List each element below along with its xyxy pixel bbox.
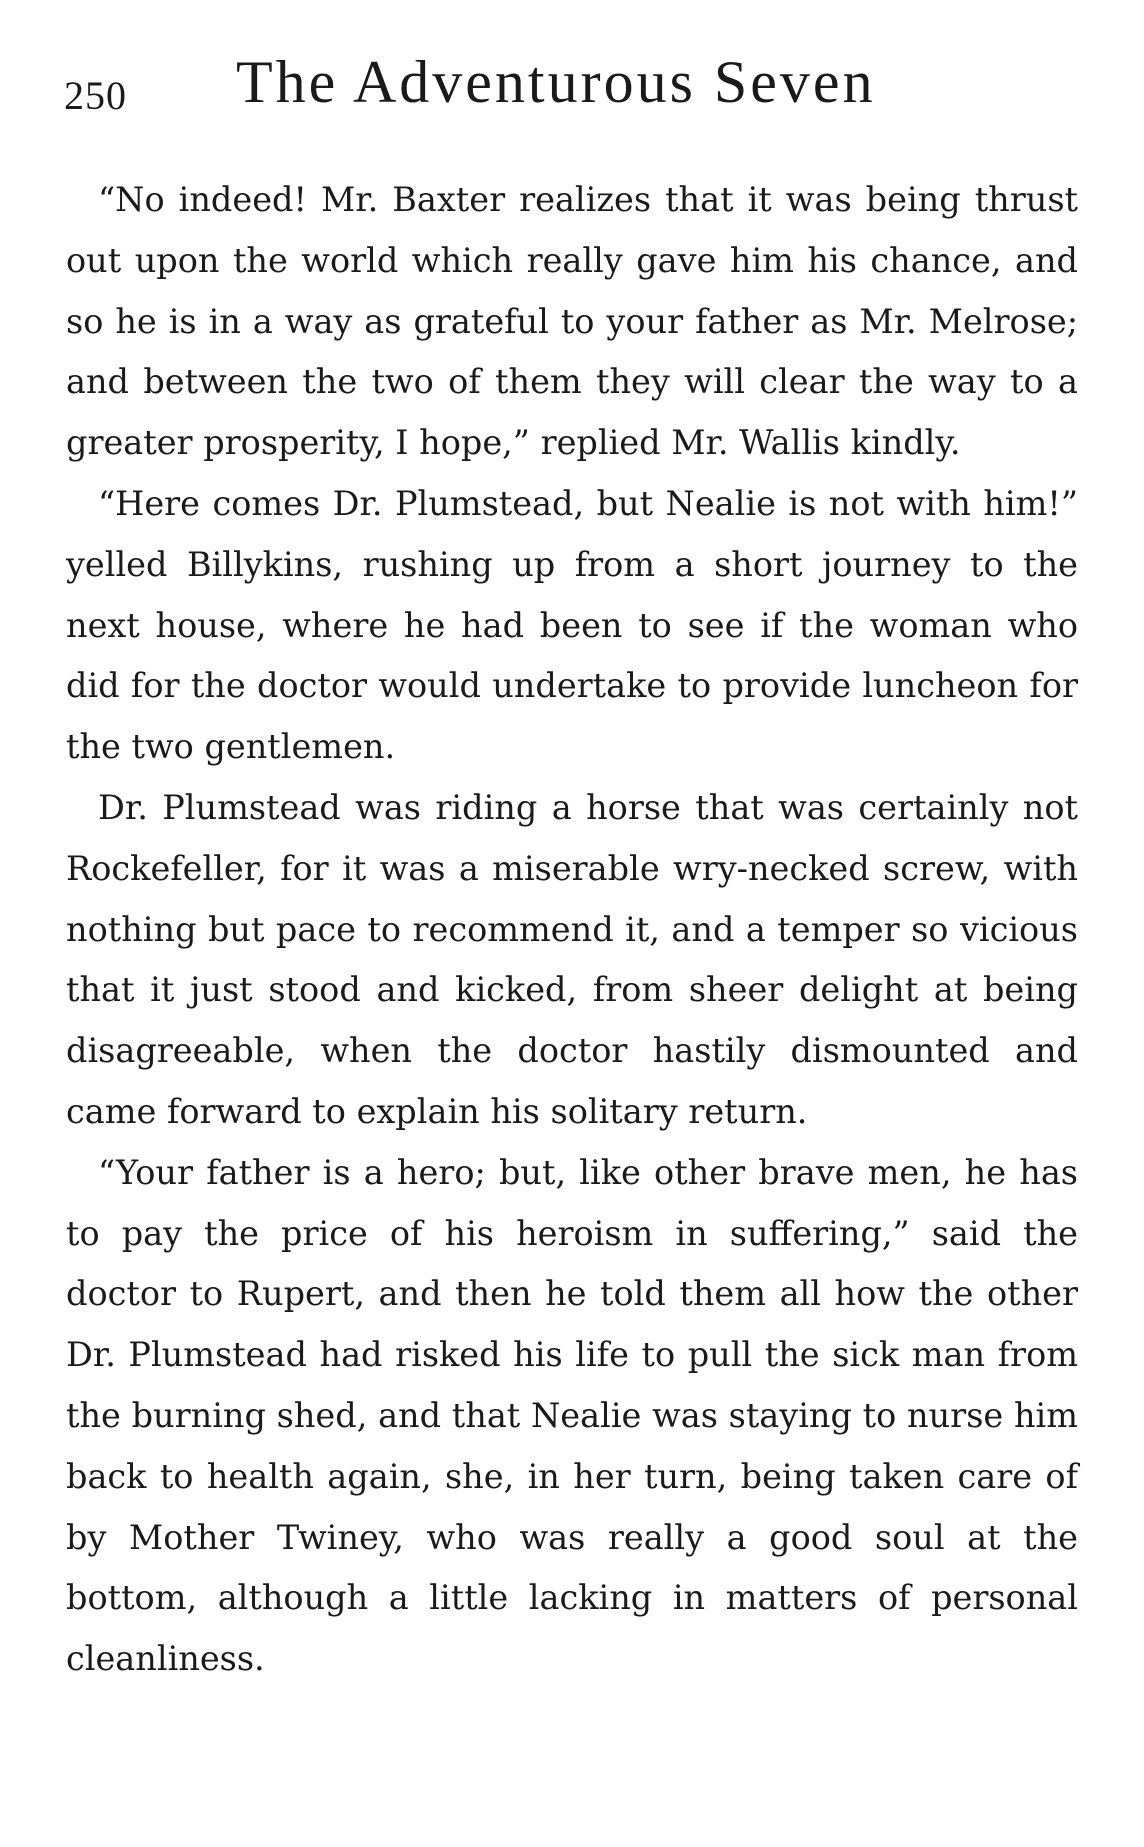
paragraph-2: “Here comes Dr. Plumstead, but Nealie is not with him!” yelled Billykins, rushing up from a short journey to the next house, where he had been to see if the woman who did for the doctor would undertake to provide luncheon for the two gentlemen.: [66, 483, 1078, 767]
running-title: The Adventurous Seven: [236, 49, 876, 115]
paragraph-1: “No indeed! Mr. Baxter realizes that it was being thrust out upon the world which really gave him his chance, and so he is in a way as grateful to your father as Mr. Melrose; and between the two of them they will clear the way to a greater prosperity, I hope,” replied Mr. Wallis kindly.: [66, 180, 1078, 463]
paragraph-4: “Your father is a hero; but, like other brave men, he has to pay the price of his heroism in suffering,” said the doctor to Rupert, and then he told them all how the other Dr. Plumstead had risked his life to pull the sick man from the burning shed, and that Nealie was staying to nurse him back to health again, she, in her turn, being taken care of by Mother Twiney, who was really a good soul at the bottom, although a little lacking in matters of personal cleanliness.: [66, 1152, 1078, 1679]
text-body: [66, 170, 1078, 1690]
running-head: [60, 48, 1084, 128]
page-number: 250: [64, 73, 127, 118]
paragraph-3: Dr. Plumstead was riding a horse that was certainly not Rockefeller, for it was a miserable wry-necked screw, with nothing but pace to recommend it, and a temper so vicious that it just stood and kicked, from sheer delight at being disagreeable, when the doctor hastily dismounted and came forward to explain his solitary return.: [66, 787, 1078, 1131]
